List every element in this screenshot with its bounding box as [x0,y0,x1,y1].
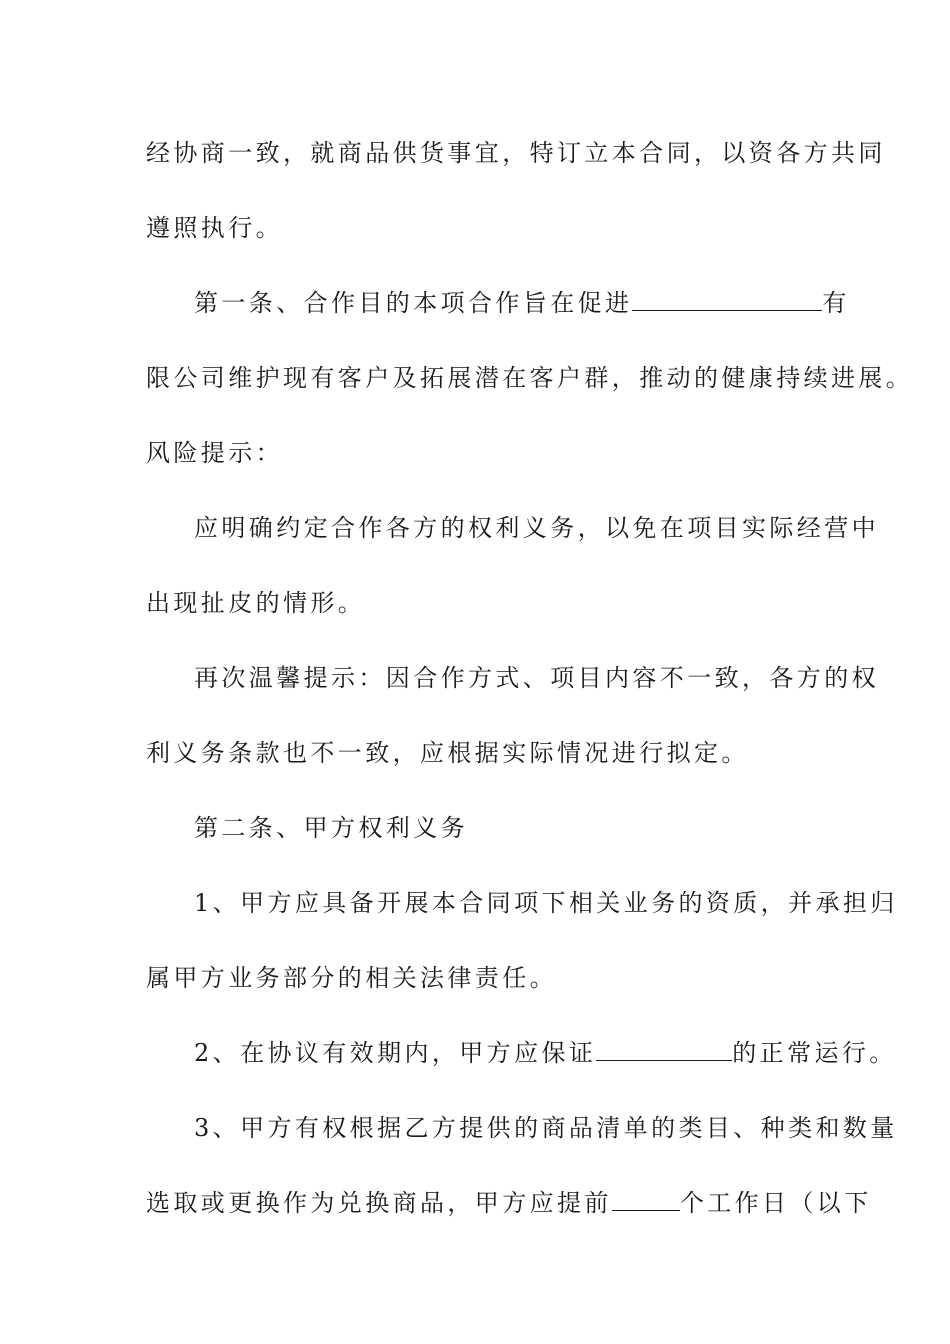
clause-2-line [194,1037,897,1069]
paragraph-line: 限公司维护现有客户及拓展潜在客户群，推动的健康持续进展。 [146,364,914,392]
paragraph-line: 再次温馨提示：因合作方式、项目内容不一致，各方的权 [194,664,879,692]
risk-notice-label: 风险提示： [146,439,283,467]
paragraph-line: 出现扯皮的情形。 [146,589,366,617]
article-1-heading-line [194,287,850,319]
paragraph-line: 经协商一致，就商品供货事宜，特订立本合同，以资各方共同 [146,139,886,167]
article-1-text: 第一条、合作目的本项合作旨在促进 [194,289,633,317]
clause-2-text: 2、在协议有效期内，甲方应保证 [194,1039,597,1067]
paragraph-line: 遵照执行。 [146,214,283,242]
article-1-tail: 有 [822,289,850,317]
clause-3-continuation-line [146,1187,872,1219]
paragraph-line: 利义务条款也不一致，应根据实际情况进行拟定。 [146,739,749,767]
paragraph-line: 属甲方业务部分的相关法律责任。 [146,964,557,992]
fill-in-blank[interactable] [596,1038,732,1061]
clause-3-text: 选取或更换作为兑换商品，甲方应提前 [146,1189,612,1217]
clause-2-tail: 的正常运行。 [732,1039,897,1067]
paragraph-line: 1、甲方应具备开展本合同项下相关业务的资质，并承担归 [194,889,898,917]
paragraph-line: 3、甲方有权根据乙方提供的商品清单的类目、种类和数量 [194,1114,898,1142]
clause-3-tail: 个工作日（以下 [679,1189,872,1217]
paragraph-line: 应明确约定合作各方的权利义务，以免在项目实际经营中 [194,514,879,542]
article-2-heading: 第二条、甲方权利义务 [194,814,468,842]
fill-in-blank[interactable] [632,288,822,311]
fill-in-blank[interactable] [612,1188,680,1211]
